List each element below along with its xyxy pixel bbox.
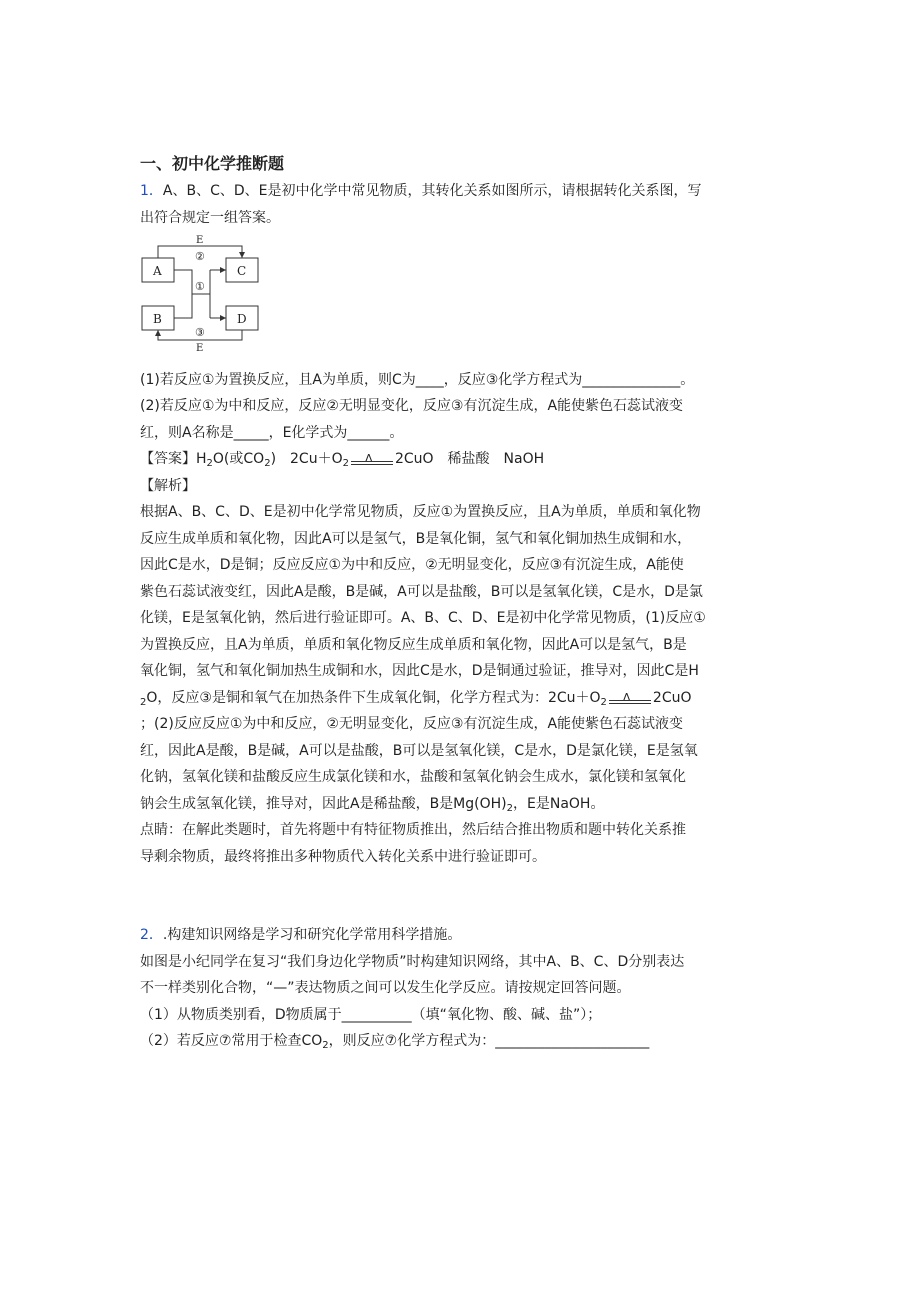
q1-analysis-line5: 化镁，E是氢氧化钠，然后进行验证即可。A、B、C、D、E是初中化学常见物质，(1)反应① <box>140 610 706 626</box>
q2-number: 2 <box>140 927 149 943</box>
q1-part1: (1)若反应①为置换反应，且A为单质，则C为____，反应③化学方程式为______________。 <box>140 371 695 388</box>
q2-stem-line3: 不一样类别化合物，“—”表达物质之间可以发生化学反应。请按规定回答问题。 <box>140 980 631 996</box>
label-C: C <box>237 264 247 278</box>
q1-comment-line1: 点睛：在解此类题时，首先将题中有特征物质推出，然后结合推出物质和题中转化关系推 <box>140 822 686 838</box>
q1-analysis-line10: 红，因此A是酸，B是碱，A可以是盐酸，B可以是氢氧化镁，C是水，D是氯化镁，E是氢氧 <box>140 742 698 759</box>
q2-stem-line1: 2．.构建知识网络是学习和研究化学常用科学措施。 <box>140 927 462 943</box>
q2-stem-line2: 如图是小纪同学在复习“我们身边化学物质”时构建知识网络，其中A、B、C、D分别表达 <box>140 953 685 970</box>
q2-part1: （1）从物质类别看，D物质属于__________（填“氧化物、酸、碱、盐”）； <box>140 1006 602 1023</box>
label-B: B <box>153 312 162 326</box>
q1-analysis-line12: 钠会生成氢氧化镁，推导对，因此A是稀盐酸，B是$Mg(OH)_2$，E是NaOH。 <box>140 795 605 814</box>
q1-analysis-line6: 为置换反应，且A为单质，单质和氧化物反应生成单质和氧化物，因此A可以是氢气，B是 <box>140 636 687 653</box>
label-reaction-2: ② <box>195 250 205 263</box>
heat-condition-mark: Δ <box>349 452 395 466</box>
q1-stem-line1: 1．A、B、C、D、E是初中化学中常见物质，其转化关系如图所示，请根据转化关系图，写 <box>140 183 702 199</box>
q1-analysis-line2: 反应生成单质和氧化物，因此A可以是氢气，B是氧化铜，氢气和氧化铜加热生成铜和水， <box>140 530 692 547</box>
label-E-bottom: E <box>196 343 204 353</box>
q1-answer: 【答案】$H_2O$(或$CO_2$) $2Cu+O_2$ Δ 2CuO 稀盐酸 NaOH <box>140 451 545 469</box>
q1-stem-line2: 出符合规定一组答案。 <box>140 209 280 226</box>
q1-number: 1 <box>140 183 149 199</box>
document-page <box>140 150 790 1055</box>
q1-part2-line1: (2)若反应①为中和反应，反应②无明显变化，反应③有沉淀生成，A能使紫色石蕊试液变 <box>140 398 684 414</box>
q1-analysis-line11: 化钠，氢氧化镁和盐酸反应生成氯化镁和水，盐酸和氢氧化钠会生成水，氯化镁和氢氧化 <box>140 769 686 785</box>
q1-analysis-line1: 根据A、B、C、D、E是初中化学常见物质，反应①为置换反应，且A为单质，单质和氧化物 <box>140 504 701 520</box>
label-E-top: E <box>196 235 204 246</box>
q1-analysis-line3: 因此C是水，D是铜；反应反应①为中和反应，②无明显变化，反应③有沉淀生成，A能使 <box>140 557 684 573</box>
label-reaction-1: ① <box>195 280 205 293</box>
q1-part2-line2: 红，则A名称是_____，E化学式为______。 <box>140 424 404 441</box>
heat-condition-mark: Δ <box>607 691 653 705</box>
section-title: 一、初中化学推断题 <box>140 154 285 173</box>
conversion-diagram <box>140 233 265 353</box>
q2-part2: （2）若反应⑦常用于检查$CO_2$，则反应⑦化学方程式为：______________________ <box>140 1033 650 1051</box>
label-reaction-3: ③ <box>195 326 205 339</box>
q1-analysis-line8: $_2$O，反应③是铜和氧气在加热条件下生成氧化铜，化学方程式为：$2Cu+O_2$ Δ 2CuO <box>140 689 692 708</box>
q1-comment-line2: 导剩余物质，最终将推出多种物质代入转化关系中进行验证即可。 <box>140 848 546 865</box>
q1-analysis-line4: 紫色石蕊试液变红，因此A是酸，B是碱，A可以是盐酸，B可以是氢氧化镁，C是水，D是氯 <box>140 583 703 600</box>
label-A: A <box>153 264 162 278</box>
q1-analysis-label: 【解析】 <box>140 477 196 494</box>
label-D: D <box>237 312 247 326</box>
q1-analysis-line7: 氧化铜，氢气和氧化铜加热生成铜和水，因此C是水，D是铜通过验证，推导对，因此C是H <box>140 663 699 679</box>
q1-analysis-line9: ；(2)反应反应①为中和反应，②无明显变化，反应③有沉淀生成，A能使紫色石蕊试液变 <box>140 716 684 732</box>
